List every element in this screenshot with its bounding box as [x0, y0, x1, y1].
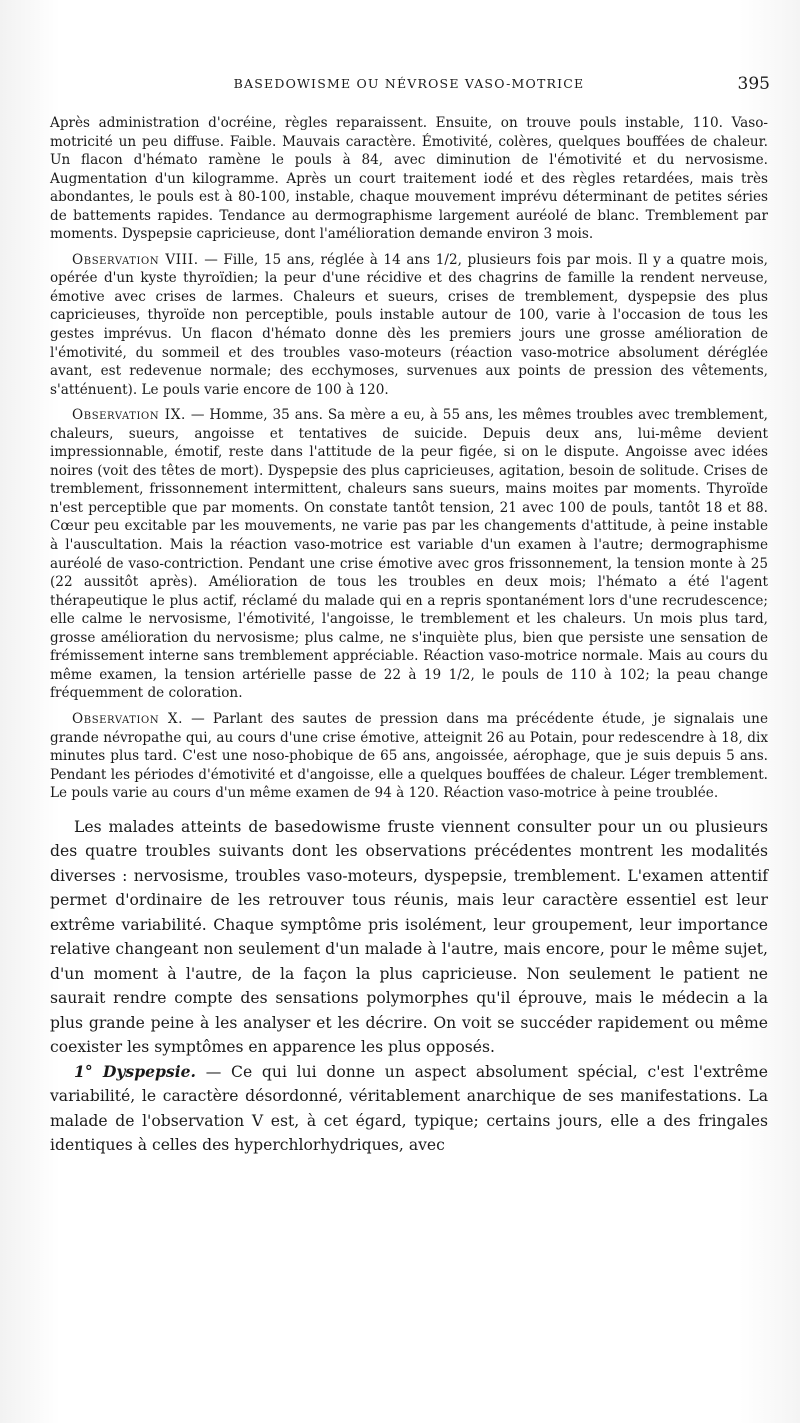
- list-item-dyspepsie: [50, 1060, 768, 1158]
- running-title: BASEDOWISME OU NÉVROSE VASO-MOTRICE: [233, 76, 585, 91]
- observation-9-title: Observation IX.: [72, 407, 186, 424]
- list-item-label: 1° Dyspepsie.: [74, 1061, 196, 1081]
- page-number: 395: [737, 74, 770, 94]
- page-header: [48, 74, 770, 98]
- observation-8: [50, 251, 768, 399]
- observation-10-text: — Parlant des sautes de pression dans ma précédente étude, je signalais une grande névropathe qui, au cours d'une crise émotive, atteignit 26 au Potain, pour redescendre à 18, dix minutes plus tard. C'est une noso-phobique de 65 ans, angoissée, aérophage, que je suis depuis 5 ans. Pendant les périodes d'émotivité et d'angoisse, elle a quelques bouffées de chaleur. Léger tremblement. Le pouls varie au cours d'un même examen de 94 à 120. Réaction vaso-motrice à peine troublée.: [50, 710, 768, 802]
- observation-8-title: Observation VIII.: [72, 251, 199, 268]
- body-text: [50, 114, 768, 1158]
- observation-10: [50, 710, 768, 803]
- observation-9-text: — Homme, 35 ans. Sa mère a eu, à 55 ans, les mêmes troubles avec tremblement, chaleurs, sueurs, angoisse et tentatives de suicide. Depuis deux ans, lui-même devient impressionnable, émotif, reste dans l'attitude de la peur figée, si on le dispute. Angoisse avec idées noires (voit des têtes de mort). Dyspepsie des plus capricieuses, agitation, besoin de solitude. Crises de tremblement, frissonnement intermittent, chaleurs sans sueurs, mains moites par moments. Thyroïde n'est perceptible que par moments. On constate tantôt tension, 21 avec 100 de pouls, tantôt 18 et 88. Cœur peu excitable par les mouvements, ne varie pas par les changements d'attitude, à peine instable à l'auscultation. Mais la réaction vaso-motrice est variable d'un examen à l'autre; dermographisme auréolé de vaso-contriction. Pendant une crise émotive avec gros frissonnement, la tension monte à 25 (22 aussitôt après). Amélioration de tous les troubles en deux mois; l'hémato a été l'agent thérapeutique le plus actif, réclamé du malade qui en a repris spontanément lors d'une recrudescence; elle calme le nervosisme, l'émotivité, l'angoisse, le tremblement et les chaleurs. Un mois plus tard, grosse amélioration du nervosisme; plus calme, ne s'inquiète plus, bien que persiste une sensation de frémissement interne sans tremblement appréciable. Réaction vaso-motrice normale. Mais au cours du même examen, la tension artérielle passe de 22 à 19 1/2, le pouls de 110 à 102; la peau change fréquemment de coloration.: [50, 407, 769, 702]
- paragraph-main: Les malades atteints de basedowisme fruste viennent consulter pour un ou plusieurs des quatre troubles suivants dont les observations précédentes montrent les modalités diverses : nervosisme, troubles vaso-moteurs, dyspepsie, tremblement. L'examen attentif permet d'ordinaire de les retrouver tous réunis, mais leur caractère essentiel est leur extrême variabilité. Chaque symptôme pris isolément, leur groupement, leur importance relative changeant non seulement d'un malade à l'autre, mais encore, pour le même sujet, d'un moment à l'autre, de la façon la plus capricieuse. Non seulement le patient ne saurait rendre compte des sensations polymorphes qu'il éprouve, mais le médecin a la plus grande peine à les analyser et les décrire. On voit se succéder rapidement ou même coexister les symptômes en apparence les plus opposés.: [50, 817, 768, 1057]
- list-item-text: — Ce qui lui donne un aspect absolument spécial, c'est l'extrême variabilité, le caractère désordonné, véritablement anarchique de ses manifestations. La malade de l'observation V est, à cet égard, typique; certains jours, elle a des fringales identiques à celles des hyperchlorhydriques, avec: [50, 1062, 768, 1155]
- observation-9: [50, 406, 768, 703]
- observation-8-text: — Fille, 15 ans, réglée à 14 ans 1/2, plusieurs fois par mois. Il y a quatre mois, opérée d'un kyste thyroïdien; la peur d'une récidive et des chagrins de famille la rendent nerveuse, émotive avec crises de larmes. Chaleurs et sueurs, crises de tremblement, dyspepsie des plus capricieuses, thyroïde non perceptible, pouls instable autour de 100, varie à l'occasion de tous les gestes imprévus. Un flacon d'hémato donne dès les premiers jours une grosse amélioration de l'émotivité, du sommeil et des troubles vaso-moteurs (réaction vaso-motrice absolument déréglée avant, est redevenue normale; des ecchymoses, survenues aux points de pression des vêtements, s'atténuent). Le pouls varie encore de 100 à 120.: [50, 251, 768, 398]
- observation-10-title: Observation X.: [72, 710, 184, 727]
- paragraph-intro: Après administration d'ocréine, règles reparaissent. Ensuite, on trouve pouls instable, 110. Vaso-motricité un peu diffuse. Faible. Mauvais caractère. Émotivité, colères, quelques bouffées de chaleur. Un flacon d'hémato ramène le pouls à 84, avec diminution de l'émotivité et du nervosisme. Augmentation d'un kilogramme. Après un court traitement iodé et des règles retardées, mais très abondantes, le pouls est à 80-100, instable, chaque mouvement imprévu déterminant de petites séries de battements rapides. Tendance au dermographisme largement auréolé de blanc. Tremblement par moments. Dyspepsie capricieuse, dont l'amélioration demande environ 3 mois.: [50, 115, 768, 243]
